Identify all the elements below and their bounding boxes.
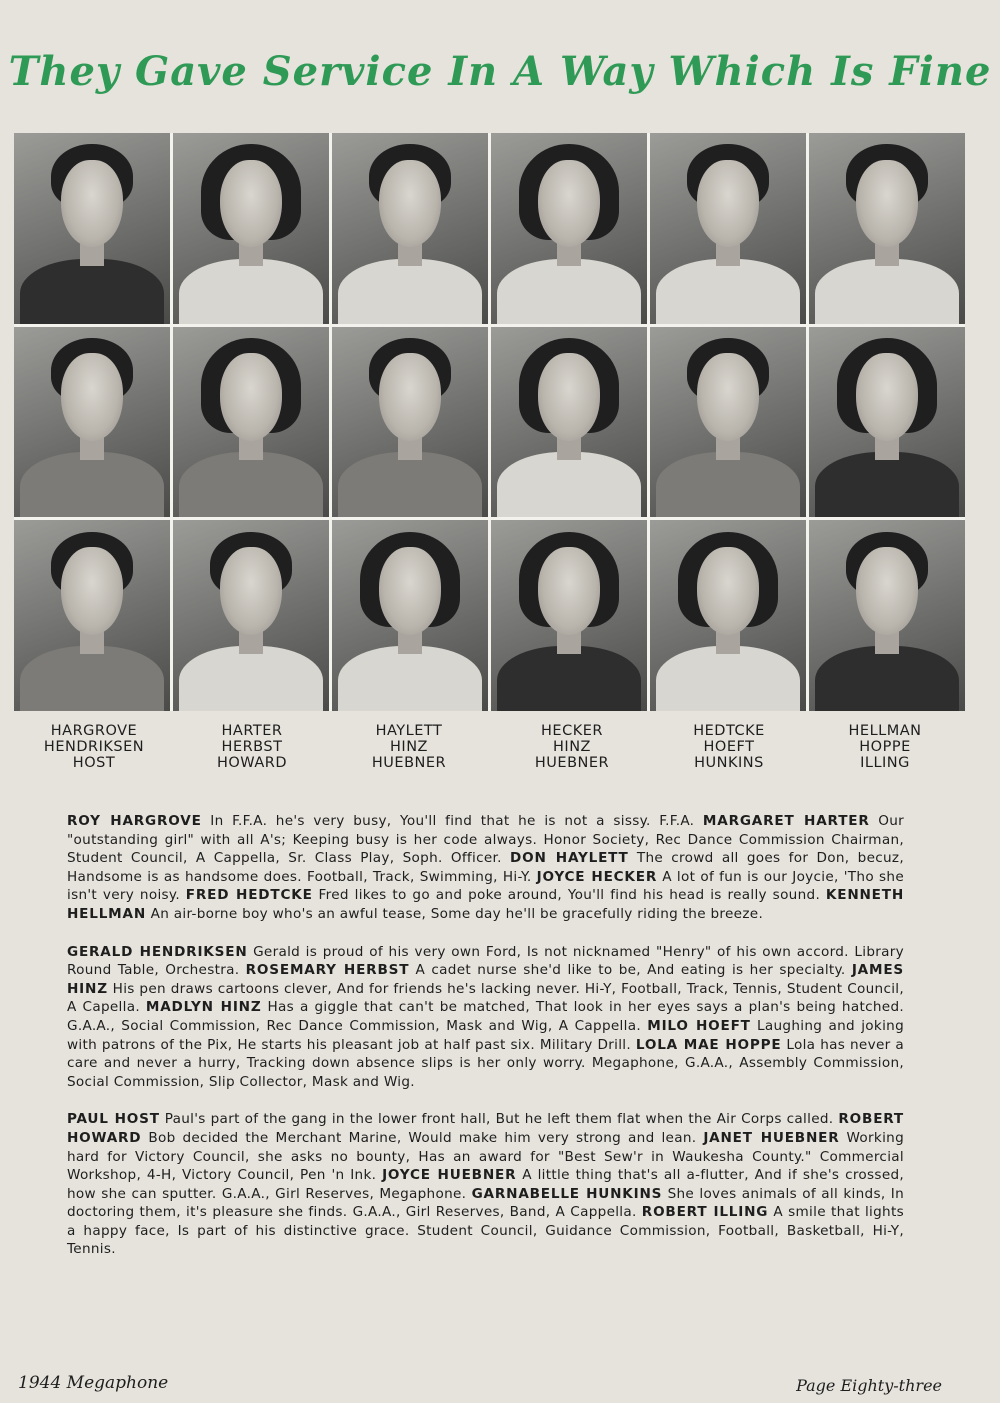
page-title: They Gave Service In A Way Which Is Fine bbox=[8, 48, 992, 95]
name-column bbox=[649, 723, 809, 771]
bio-paragraph bbox=[67, 1110, 904, 1259]
surname-label: HAYLETT bbox=[375, 723, 443, 739]
surname-label: HUNKINS bbox=[694, 755, 764, 771]
surname-label: HOPPE bbox=[859, 739, 911, 755]
student-name: ROBERT HOWARD bbox=[67, 1111, 905, 1146]
bio-text: An air-borne boy who's an awful tease, Some day he'll be gracefully riding the breeze. bbox=[150, 905, 764, 922]
surname-label: HOWARD bbox=[216, 755, 288, 771]
student-name: FRED HEDTCKE bbox=[185, 887, 313, 904]
bio-text: His pen draws cartoons clever, And for friends he's lacking never. Hi-Y, Football, Track, Tennis, Student Council, A Capella. bbox=[67, 980, 905, 1016]
name-column bbox=[329, 723, 489, 771]
yearbook-footer: 1944 Megaphone bbox=[18, 1373, 169, 1393]
student-name: MARGARET HARTER bbox=[702, 813, 870, 829]
student-portrait bbox=[173, 133, 329, 324]
student-portrait bbox=[491, 520, 647, 711]
surname-label: HELLMAN bbox=[848, 723, 922, 739]
student-name: ROSEMARY HERBST bbox=[245, 962, 410, 979]
student-portrait bbox=[332, 520, 488, 711]
student-name: JOYCE HECKER bbox=[536, 868, 658, 885]
student-name: LOLA MAE HOPPE bbox=[635, 1036, 782, 1053]
surname-label: HOEFT bbox=[703, 739, 755, 755]
bio-text: In F.F.A. he's very busy, You'll find that he is not a sissy. F.F.A. bbox=[210, 813, 695, 829]
bio-paragraph bbox=[67, 812, 904, 924]
name-column bbox=[172, 723, 332, 771]
bio-text: A smile that lights a happy face, Is part of his distinctive grace. Student Council, Guidance Commission, Football, Basketball, Hi-Y, Tennis. bbox=[67, 1204, 904, 1258]
surname-label: HOST bbox=[72, 755, 116, 771]
student-portrait bbox=[650, 133, 806, 324]
surname-label: HARGROVE bbox=[50, 723, 138, 739]
name-column bbox=[805, 723, 965, 771]
surname-label: ILLING bbox=[860, 755, 910, 771]
student-portrait bbox=[491, 133, 647, 324]
student-name: GARNABELLE HUNKINS bbox=[471, 1185, 663, 1202]
student-name: ROBERT ILLING bbox=[641, 1204, 769, 1221]
student-portrait bbox=[14, 327, 170, 518]
student-portrait bbox=[809, 327, 965, 518]
student-name: MILO HOEFT bbox=[647, 1017, 751, 1034]
student-name: MADLYN HINZ bbox=[145, 999, 262, 1016]
bio-text: A little thing that's all a-flutter, And if she's crossed, how she can sputter. G.A.A., Girl Reserves, Megaphone. bbox=[67, 1167, 905, 1202]
bio-text: Lola has never a care and never a hurry, Tracking down absence slips is her only worry. Megaphone, G.A.A., Assembly Commission, Social Commission, Slip Collector, Mask and Wig. bbox=[67, 1036, 905, 1090]
surname-label: HUEBNER bbox=[371, 755, 447, 771]
student-portrait bbox=[14, 133, 170, 324]
surname-label: HEDTCKE bbox=[693, 723, 765, 739]
student-name: JANET HUEBNER bbox=[703, 1129, 840, 1146]
student-name: DON HAYLETT bbox=[510, 850, 629, 867]
student-portrait bbox=[650, 327, 806, 518]
student-portrait bbox=[650, 520, 806, 711]
bio-text: Gerald is proud of his very own Ford, Is not nicknamed "Henry" of his own accord. Library Round Table, Orchestra. bbox=[67, 943, 904, 979]
surname-label: HECKER bbox=[541, 723, 603, 739]
student-portrait bbox=[173, 327, 329, 518]
bio-text: The crowd all goes for Don, becuz, Handsome is as handsome does. Football, Track, Swimming, Hi-Y. bbox=[67, 850, 904, 885]
page-number: Page Eighty-three bbox=[796, 1376, 942, 1395]
portrait-grid bbox=[14, 133, 965, 711]
student-name: PAUL HOST bbox=[67, 1111, 160, 1128]
bio-text: Our "outstanding girl" with all A's; Keeping busy is her code always. Honor Society, Rec Dance Commission Chairman, Student Council, A Cappella, Sr. Class Play, Soph. Officer. bbox=[67, 813, 905, 867]
student-portrait bbox=[14, 520, 170, 711]
bio-paragraph bbox=[67, 943, 904, 1092]
biography-section bbox=[67, 812, 904, 1278]
bio-text: She loves animals of all kinds, In doctoring them, it's pleasure she finds. G.A.A., Girl Reserves, Band, A Cappella. bbox=[67, 1185, 904, 1221]
student-portrait bbox=[491, 327, 647, 518]
bio-text: A cadet nurse she'd like to be, And eating is her specialty. bbox=[415, 962, 846, 979]
student-name: JAMES HINZ bbox=[67, 962, 904, 997]
student-name: JOYCE HUEBNER bbox=[382, 1167, 517, 1184]
surname-label: HINZ bbox=[553, 739, 591, 755]
student-portrait bbox=[332, 327, 488, 518]
name-column bbox=[492, 723, 652, 771]
bio-text: Paul's part of the gang in the lower front hall, But he left them flat when the Air Corps called. bbox=[164, 1111, 834, 1128]
bio-text: A lot of fun is our Joycie, 'Tho she isn't very noisy. bbox=[67, 868, 905, 904]
student-name: GERALD HENDRIKSEN bbox=[67, 943, 248, 960]
student-name: KENNETH HELLMAN bbox=[67, 887, 905, 922]
bio-text: Has a giggle that can't be matched, That look in her eyes says a plan's being hatched. G.A.A., Social Commission, Rec Dance Commission, Mask and Wig, A Cappella. bbox=[67, 999, 905, 1034]
student-name: ROY HARGROVE bbox=[67, 813, 202, 829]
bio-text: Working hard for Victory Council, she asks no bounty, Has an award for "Best Sew'r in Waukesha County." Commercial Workshop, 4-H, Victory Council, Pen 'n Ink. bbox=[67, 1129, 904, 1184]
surname-label: HINZ bbox=[390, 739, 428, 755]
surname-label: HARTER bbox=[221, 723, 283, 739]
student-portrait bbox=[809, 520, 965, 711]
student-portrait bbox=[332, 133, 488, 324]
surname-label: HERBST bbox=[221, 739, 283, 755]
bio-text: Fred likes to go and poke around, You'll find his head is really sound. bbox=[318, 887, 821, 904]
surname-label: HUEBNER bbox=[534, 755, 610, 771]
student-portrait bbox=[173, 520, 329, 711]
student-portrait bbox=[809, 133, 965, 324]
surname-label: HENDRIKSEN bbox=[43, 739, 145, 755]
bio-text: Bob decided the Merchant Marine, Would make him very strong and lean. bbox=[148, 1129, 697, 1146]
name-column bbox=[14, 723, 174, 771]
bio-text: Laughing and joking with patrons of the Pix, He starts his pleasant job at half past six. Military Drill. bbox=[67, 1017, 904, 1053]
